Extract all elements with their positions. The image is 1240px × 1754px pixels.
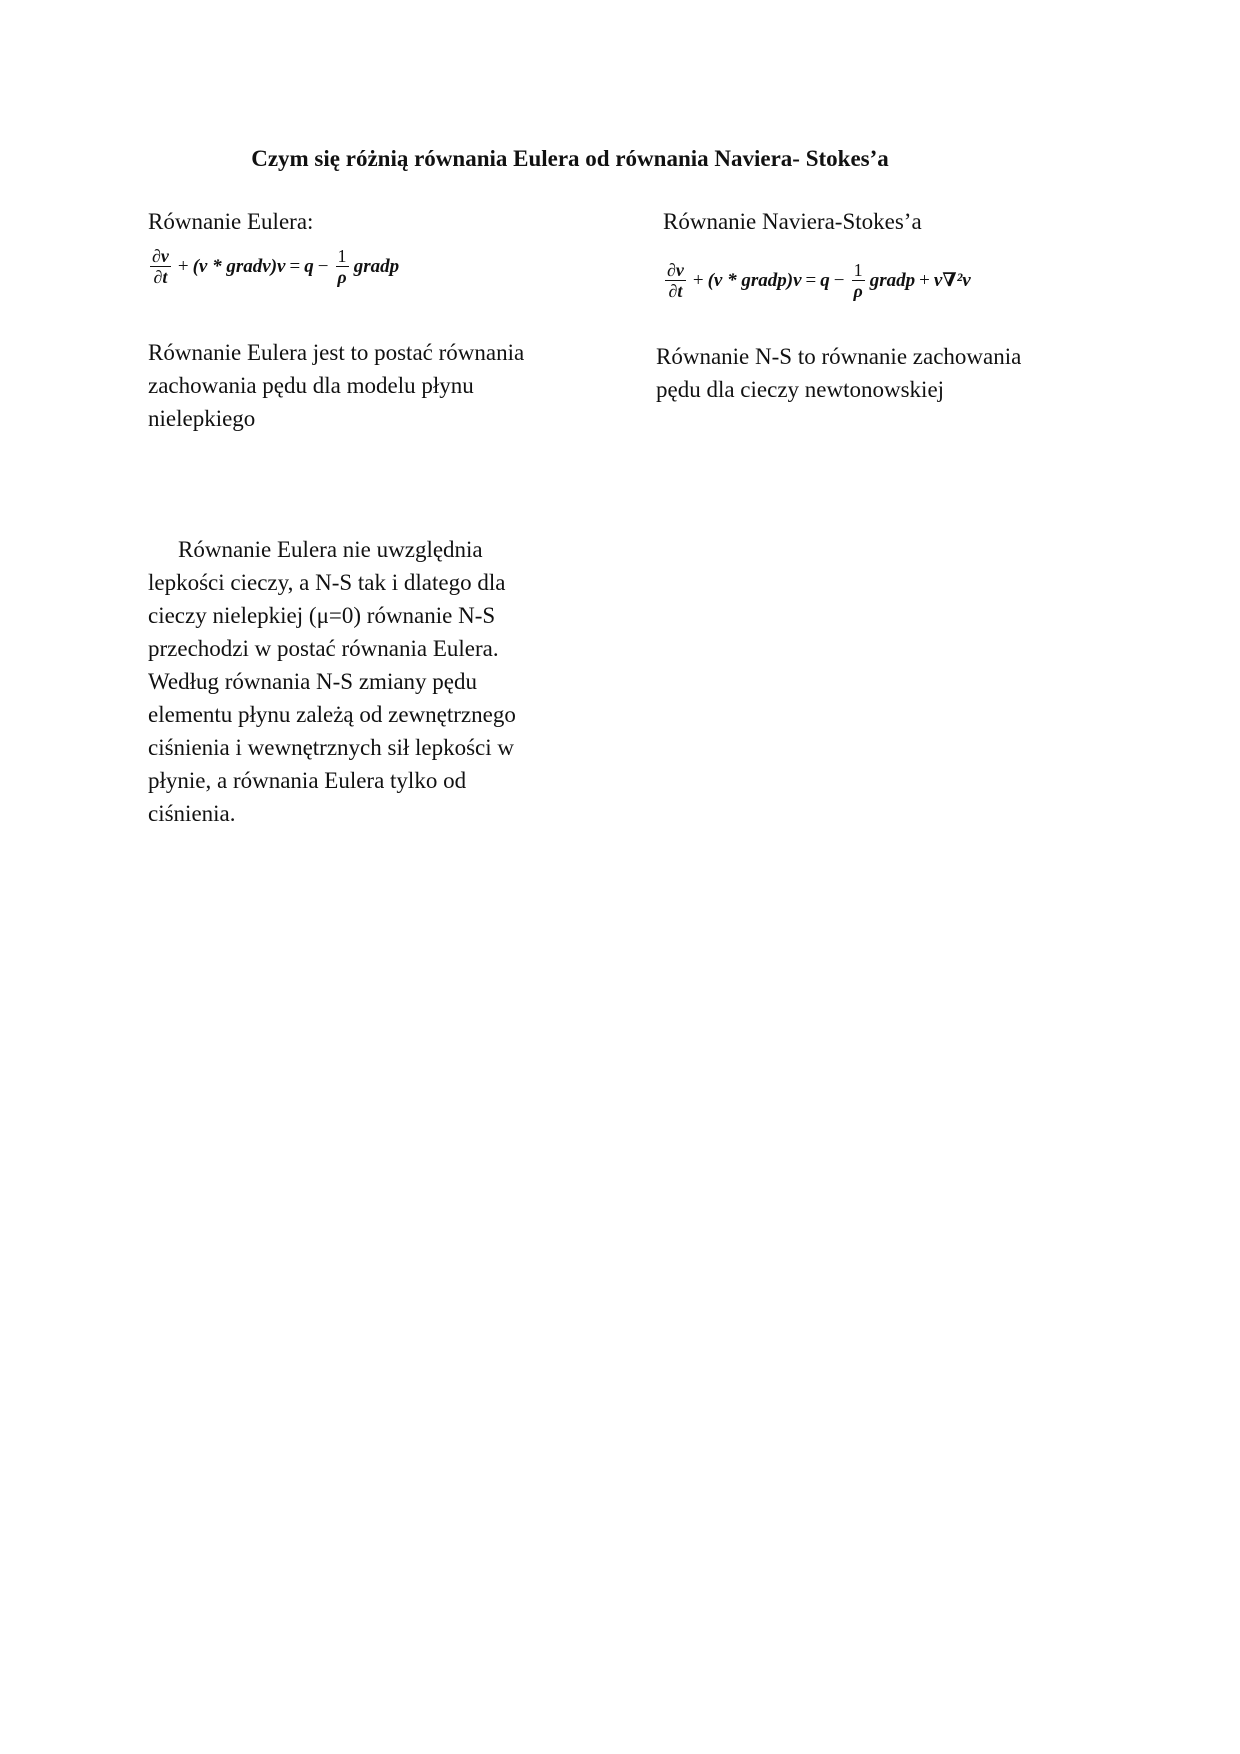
ns-density-numerator: 1 (853, 260, 863, 280)
euler-description (148, 336, 568, 435)
ns-convective-term: (v * gradp)v (707, 269, 802, 291)
euler-description-line: Równanie Eulera jest to postać równania (148, 340, 525, 365)
euler-body-force: q (304, 255, 314, 277)
euler-plus-sign: + (177, 255, 189, 277)
euler-density-numerator: 1 (337, 246, 347, 266)
euler-derivative-denominator: ∂t (153, 267, 168, 287)
euler-pressure-gradient: gradp (353, 255, 400, 277)
euler-description-line: zachowania pędu dla modelu płynu (148, 373, 474, 398)
ns-plus-sign: + (692, 269, 704, 291)
comparison-line: Według równania N-S zmiany pędu (148, 669, 478, 694)
ns-body-force: q (820, 269, 830, 291)
euler-heading: Równanie Eulera: (148, 209, 314, 234)
navier-stokes-equation (661, 260, 972, 301)
ns-derivative-denominator: ∂t (668, 281, 683, 301)
ns-derivative-fraction (665, 260, 686, 301)
ns-viscous-term: v∇²v (933, 270, 971, 291)
euler-minus-sign: − (317, 255, 329, 277)
comparison-line: płynie, a równania Eulera tylko od (148, 768, 467, 793)
comparison-line: lepkości cieczy, a N-S tak i dlatego dla (148, 570, 506, 595)
comparison-line: ciśnienia i wewnętrznych sił lepkości w (148, 735, 514, 760)
ns-pressure-gradient: gradp (869, 269, 916, 291)
euler-convective-term: (v * gradv)v (192, 255, 286, 277)
comparison-line: elementu płynu zależą od zewnętrznego (148, 702, 516, 727)
euler-equation (146, 246, 400, 287)
ns-description-line: Równanie N-S to równanie zachowania (656, 344, 1022, 369)
ns-equals-sign: = (805, 269, 817, 291)
ns-derivative-numerator: ∂v (667, 260, 684, 280)
euler-derivative-numerator: ∂v (152, 246, 169, 266)
euler-density-fraction (335, 246, 348, 287)
navier-stokes-heading: Równanie Naviera-Stokes’a (663, 209, 922, 234)
comparison-line: przechodzi w postać równania Eulera. (148, 636, 499, 661)
euler-derivative-fraction (150, 246, 171, 287)
comparison-line: Równanie Eulera nie uwzględnia (178, 537, 483, 562)
ns-minus-sign: − (833, 269, 845, 291)
ns-second-plus-sign: + (919, 269, 930, 291)
euler-description-line: nielepkiego (148, 406, 256, 431)
comparison-line: ciśnienia. (148, 801, 236, 826)
navier-stokes-description (656, 340, 1086, 406)
euler-density-denominator: ρ (337, 267, 347, 287)
ns-density-denominator: ρ (853, 281, 863, 301)
comparison-paragraph (148, 533, 568, 830)
ns-density-fraction (851, 260, 864, 301)
ns-description-line: pędu dla cieczy newtonowskiej (656, 377, 945, 402)
page-title: Czym się różnią równania Eulera od równania Naviera- Stokes’a (251, 146, 889, 171)
comparison-line: cieczy nielepkiej (μ=0) równanie N-S (148, 603, 496, 628)
euler-equals-sign: = (289, 255, 301, 277)
